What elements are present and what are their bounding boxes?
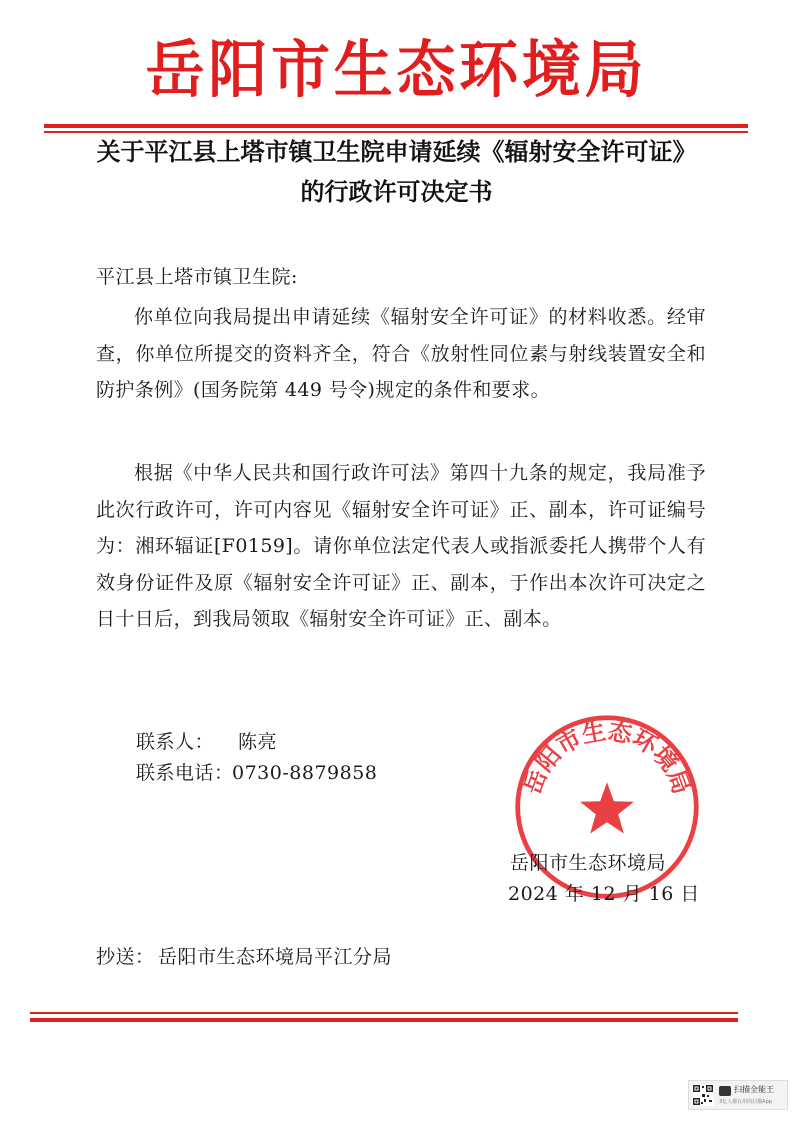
body-paragraph-2: 根据《中华人民共和国行政许可法》第四十九条的规定，我局准予此次行政许可，许可内容见《辐射安全许可证》正、副本，许可证编号为：湘环辐证[F0159]。请你单位法定代表人或指派委托人携带个人有效身份证件及原《辐射安全许可证》正、副本，于作出本次许可决定之日十日后，到我局领取《辐射安全许可证》正、副本。	[96, 462, 706, 630]
contact-person: 陈亮	[238, 731, 278, 753]
scanner-app-tagline: 3亿人都在用的扫描App	[719, 1099, 772, 1105]
qr-code-icon	[692, 1084, 714, 1106]
scanner-watermark	[688, 1080, 788, 1110]
issue-date: 2024 年 12 月 16 日	[508, 883, 700, 905]
addressee: 平江县上塔市镇卫生院:	[96, 266, 298, 288]
document-title-line1: 关于平江县上塔市镇卫生院申请延续《辐射安全许可证》	[96, 138, 697, 166]
body-paragraph-1: 你单位向我局提出申请延续《辐射安全许可证》的材料收悉。经审查，你单位所提交的资料齐全，符合《放射性同位素与射线装置安全和防护条例》(国务院第 449 号令)规定的条件和要求。	[96, 306, 706, 401]
svg-text:岳阳市生态环境局: 岳阳市生态环境局	[518, 716, 696, 798]
contact-phone-label: 联系电话：	[136, 762, 234, 784]
contact-phone: 0730-8879858	[232, 762, 378, 784]
header-rule-thick	[44, 124, 748, 128]
header-rule-thin	[44, 131, 748, 133]
scanner-app-icon	[719, 1086, 731, 1096]
header-org-name: 岳阳市生态环境局	[145, 33, 648, 106]
scanner-app-name: 扫描全能王	[734, 1085, 774, 1094]
footer-rule-thin	[30, 1012, 738, 1014]
cc-label: 抄送：	[96, 946, 155, 968]
issuer-name: 岳阳市生态环境局	[510, 852, 667, 874]
footer-rule-thick	[30, 1018, 738, 1022]
document-title-line2: 的行政许可决定书	[300, 178, 493, 206]
contact-person-label: 联系人：	[136, 731, 215, 753]
cc-recipient: 岳阳市生态环境局平江分局	[158, 946, 393, 968]
